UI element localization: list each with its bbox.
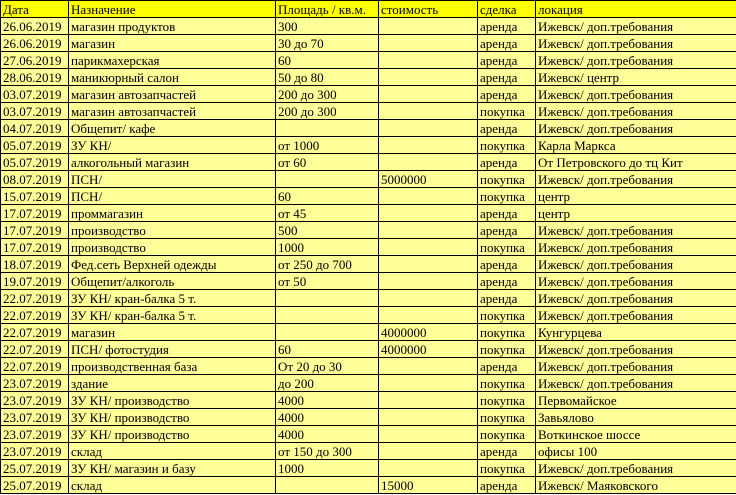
cell-location[interactable]: Завьялово — [536, 409, 736, 426]
cell-price[interactable] — [379, 69, 478, 86]
cell-date[interactable]: 17.07.2019 — [1, 205, 69, 222]
cell-deal[interactable]: покупка — [478, 426, 536, 443]
cell-purpose[interactable]: магазин автозапчастей — [69, 103, 276, 120]
cell-location[interactable]: Ижевск/ доп.требования — [536, 103, 736, 120]
cell-location[interactable]: Ижевск/ центр — [536, 69, 736, 86]
cell-date[interactable]: 26.06.2019 — [1, 35, 69, 52]
cell-area[interactable] — [276, 290, 379, 307]
table-row — [1, 477, 736, 494]
table-row — [1, 222, 736, 239]
cell-location[interactable]: Воткинское шоссе — [536, 426, 736, 443]
cell-purpose[interactable]: ЗУ КН/ — [69, 137, 276, 154]
cell-price[interactable] — [379, 188, 478, 205]
cell-deal[interactable]: аренда — [478, 443, 536, 460]
cell-location[interactable]: От Петровского до тц Кит — [536, 154, 736, 171]
cell-price[interactable] — [379, 18, 478, 35]
cell-deal[interactable]: аренда — [478, 205, 536, 222]
cell-price[interactable] — [379, 460, 478, 477]
cell-price[interactable] — [379, 307, 478, 324]
cell-purpose[interactable]: ПСН/ — [69, 188, 276, 205]
cell-date[interactable]: 27.06.2019 — [1, 52, 69, 69]
cell-date[interactable]: 05.07.2019 — [1, 137, 69, 154]
cell-date[interactable]: 22.07.2019 — [1, 307, 69, 324]
cell-purpose[interactable]: парикмахерская — [69, 52, 276, 69]
header-price[interactable]: стоимость — [379, 1, 478, 18]
cell-area[interactable]: от 50 — [276, 273, 379, 290]
cell-price[interactable] — [379, 358, 478, 375]
cell-date[interactable]: 23.07.2019 — [1, 409, 69, 426]
table-row — [1, 154, 736, 171]
cell-date[interactable]: 23.07.2019 — [1, 443, 69, 460]
table-row — [1, 205, 736, 222]
cell-area[interactable] — [276, 171, 379, 188]
cell-price[interactable] — [379, 103, 478, 120]
cell-deal[interactable]: аренда — [478, 86, 536, 103]
cell-deal[interactable]: аренда — [478, 290, 536, 307]
cell-area[interactable]: 500 — [276, 222, 379, 239]
cell-purpose[interactable]: склад — [69, 443, 276, 460]
cell-location[interactable]: Карла Маркса — [536, 137, 736, 154]
cell-location[interactable]: Ижевск/ доп.требования — [536, 222, 736, 239]
table-row — [1, 239, 736, 256]
cell-date[interactable]: 25.07.2019 — [1, 460, 69, 477]
cell-area[interactable]: 4000 — [276, 409, 379, 426]
cell-location[interactable]: Ижевск/ доп.требования — [536, 273, 736, 290]
cell-price[interactable] — [379, 256, 478, 273]
cell-area[interactable]: 4000 — [276, 392, 379, 409]
cell-location[interactable]: Ижевск/ доп.требования — [536, 52, 736, 69]
table-row — [1, 426, 736, 443]
cell-price[interactable] — [379, 222, 478, 239]
cell-price[interactable] — [379, 52, 478, 69]
cell-date[interactable]: 22.07.2019 — [1, 290, 69, 307]
cell-deal[interactable]: аренда — [478, 273, 536, 290]
cell-price[interactable] — [379, 154, 478, 171]
cell-area[interactable] — [276, 307, 379, 324]
cell-date[interactable]: 26.06.2019 — [1, 18, 69, 35]
cell-location[interactable]: Ижевск/ доп.требования — [536, 358, 736, 375]
cell-date[interactable]: 17.07.2019 — [1, 239, 69, 256]
cell-date[interactable]: 19.07.2019 — [1, 273, 69, 290]
cell-area[interactable]: 60 — [276, 341, 379, 358]
cell-area[interactable]: 50 до 80 — [276, 69, 379, 86]
cell-area[interactable]: 30 до 70 — [276, 35, 379, 52]
table-row — [1, 137, 736, 154]
cell-purpose[interactable]: производственная база — [69, 358, 276, 375]
cell-price[interactable] — [379, 426, 478, 443]
cell-price[interactable] — [379, 35, 478, 52]
table-row — [1, 358, 736, 375]
cell-date[interactable]: 15.07.2019 — [1, 188, 69, 205]
cell-purpose[interactable]: магазин автозапчастей — [69, 86, 276, 103]
cell-area[interactable]: 200 до 300 — [276, 86, 379, 103]
cell-purpose[interactable]: ПСН/ — [69, 171, 276, 188]
cell-area[interactable] — [276, 324, 379, 341]
table-row — [1, 290, 736, 307]
cell-location[interactable]: Ижевск/ доп.требования — [536, 256, 736, 273]
cell-price[interactable] — [379, 86, 478, 103]
cell-deal[interactable]: покупка — [478, 341, 536, 358]
cell-purpose[interactable]: ПСН/ фотостудия — [69, 341, 276, 358]
table-row — [1, 35, 736, 52]
cell-purpose[interactable]: ЗУ КН/ магазин и базу — [69, 460, 276, 477]
table-row — [1, 460, 736, 477]
cell-location[interactable]: офисы 100 — [536, 443, 736, 460]
cell-area[interactable]: от 250 до 700 — [276, 256, 379, 273]
cell-deal[interactable]: аренда — [478, 35, 536, 52]
cell-location[interactable]: Ижевск/ доп.требования — [536, 307, 736, 324]
cell-area[interactable] — [276, 477, 379, 494]
header-row — [1, 1, 736, 18]
table-row — [1, 307, 736, 324]
cell-location[interactable]: центр — [536, 188, 736, 205]
cell-deal[interactable]: покупка — [478, 307, 536, 324]
cell-deal[interactable]: покупка — [478, 171, 536, 188]
table-row — [1, 273, 736, 290]
cell-purpose[interactable]: проммагазин — [69, 205, 276, 222]
cell-location[interactable]: Ижевск/ доп.требования — [536, 375, 736, 392]
cell-price[interactable] — [379, 137, 478, 154]
header-area[interactable]: Площадь / кв.м. — [276, 1, 379, 18]
cell-date[interactable]: 22.07.2019 — [1, 358, 69, 375]
cell-location[interactable]: центр — [536, 205, 736, 222]
table-row — [1, 120, 736, 137]
cell-purpose[interactable]: производство — [69, 222, 276, 239]
cell-location[interactable]: Ижевск/ доп.требования — [536, 18, 736, 35]
table-row — [1, 52, 736, 69]
cell-purpose[interactable]: Общепит/алкоголь — [69, 273, 276, 290]
table-row — [1, 86, 736, 103]
cell-purpose[interactable]: магазин — [69, 35, 276, 52]
table-row — [1, 392, 736, 409]
cell-area[interactable]: 60 — [276, 188, 379, 205]
table-body — [1, 18, 736, 494]
cell-purpose[interactable]: производство — [69, 239, 276, 256]
cell-date[interactable]: 22.07.2019 — [1, 341, 69, 358]
cell-price[interactable] — [379, 120, 478, 137]
cell-area[interactable]: 4000 — [276, 426, 379, 443]
cell-purpose[interactable]: маникюрный салон — [69, 69, 276, 86]
cell-deal[interactable]: аренда — [478, 69, 536, 86]
header-date[interactable]: Дата — [1, 1, 69, 18]
cell-location[interactable]: Ижевск/ доп.требования — [536, 341, 736, 358]
cell-location[interactable]: Ижевск/ доп.требования — [536, 86, 736, 103]
cell-date[interactable]: 23.07.2019 — [1, 392, 69, 409]
cell-purpose[interactable]: Фед.сеть Верхней одежды — [69, 256, 276, 273]
table-row — [1, 443, 736, 460]
table-row — [1, 103, 736, 120]
cell-purpose[interactable]: ЗУ КН/ кран-балка 5 т. — [69, 307, 276, 324]
cell-deal[interactable]: покупка — [478, 324, 536, 341]
cell-price[interactable]: 4000000 — [379, 324, 478, 341]
table-row — [1, 18, 736, 35]
table-row — [1, 256, 736, 273]
cell-price[interactable] — [379, 392, 478, 409]
cell-price[interactable] — [379, 239, 478, 256]
cell-deal[interactable]: аренда — [478, 120, 536, 137]
cell-location[interactable]: Ижевск/ доп.требования — [536, 35, 736, 52]
cell-location[interactable]: Кунгурцева — [536, 324, 736, 341]
cell-purpose[interactable]: ЗУ КН/ производство — [69, 426, 276, 443]
header-deal[interactable]: сделка — [478, 1, 536, 18]
cell-location[interactable]: Ижевск/ доп.требования — [536, 120, 736, 137]
cell-area[interactable]: от 1000 — [276, 137, 379, 154]
cell-purpose[interactable]: здание — [69, 375, 276, 392]
cell-deal[interactable]: покупка — [478, 239, 536, 256]
cell-area[interactable]: 1000 — [276, 460, 379, 477]
table-row — [1, 171, 736, 188]
cell-price[interactable]: 15000 — [379, 477, 478, 494]
cell-deal[interactable]: аренда — [478, 256, 536, 273]
cell-purpose[interactable]: ЗУ КН/ кран-балка 5 т. — [69, 290, 276, 307]
cell-purpose[interactable]: магазин — [69, 324, 276, 341]
cell-deal[interactable]: покупка — [478, 375, 536, 392]
cell-price[interactable] — [379, 375, 478, 392]
table-row — [1, 188, 736, 205]
header-purpose[interactable]: Назначение — [69, 1, 276, 18]
cell-price[interactable]: 5000000 — [379, 171, 478, 188]
table-row — [1, 341, 736, 358]
cell-deal[interactable]: покупка — [478, 392, 536, 409]
cell-location[interactable]: Ижевск/ доп.требования — [536, 290, 736, 307]
cell-date[interactable]: 17.07.2019 — [1, 222, 69, 239]
cell-date[interactable]: 28.06.2019 — [1, 69, 69, 86]
cell-date[interactable]: 04.07.2019 — [1, 120, 69, 137]
cell-date[interactable]: 18.07.2019 — [1, 256, 69, 273]
cell-area[interactable]: 300 — [276, 18, 379, 35]
cell-deal[interactable]: покупка — [478, 188, 536, 205]
cell-location[interactable]: Ижевск/ доп.требования — [536, 460, 736, 477]
cell-deal[interactable]: аренда — [478, 222, 536, 239]
table-header — [1, 1, 736, 18]
cell-area[interactable]: 60 — [276, 52, 379, 69]
table-row — [1, 324, 736, 341]
cell-purpose[interactable]: алкогольный магазин — [69, 154, 276, 171]
cell-price[interactable] — [379, 409, 478, 426]
cell-deal[interactable]: покупка — [478, 409, 536, 426]
cell-date[interactable]: 05.07.2019 — [1, 154, 69, 171]
cell-purpose[interactable]: склад — [69, 477, 276, 494]
cell-area[interactable]: От 20 до 30 — [276, 358, 379, 375]
cell-deal[interactable]: покупка — [478, 460, 536, 477]
cell-date[interactable]: 08.07.2019 — [1, 171, 69, 188]
cell-purpose[interactable]: ЗУ КН/ производство — [69, 392, 276, 409]
cell-deal[interactable]: аренда — [478, 52, 536, 69]
cell-area[interactable] — [276, 120, 379, 137]
cell-date[interactable]: 23.07.2019 — [1, 375, 69, 392]
cell-purpose[interactable]: ЗУ КН/ производство — [69, 409, 276, 426]
cell-price[interactable] — [379, 443, 478, 460]
cell-deal[interactable]: покупка — [478, 103, 536, 120]
cell-deal[interactable]: покупка — [478, 137, 536, 154]
cell-deal[interactable]: аренда — [478, 358, 536, 375]
cell-deal[interactable]: аренда — [478, 477, 536, 494]
cell-area[interactable]: 200 до 300 — [276, 103, 379, 120]
cell-area[interactable]: от 150 до 300 — [276, 443, 379, 460]
cell-date[interactable]: 03.07.2019 — [1, 86, 69, 103]
cell-price[interactable]: 4000000 — [379, 341, 478, 358]
cell-price[interactable] — [379, 290, 478, 307]
cell-location[interactable]: Ижевск/ доп.требования — [536, 171, 736, 188]
header-location[interactable]: локация — [536, 1, 736, 18]
table-row — [1, 375, 736, 392]
cell-area[interactable]: до 200 — [276, 375, 379, 392]
cell-deal[interactable]: аренда — [478, 18, 536, 35]
cell-location[interactable]: Ижевск/ Маяковского — [536, 477, 736, 494]
cell-price[interactable] — [379, 273, 478, 290]
cell-date[interactable]: 25.07.2019 — [1, 477, 69, 494]
cell-date[interactable]: 03.07.2019 — [1, 103, 69, 120]
cell-price[interactable] — [379, 205, 478, 222]
cell-location[interactable]: Первомайское — [536, 392, 736, 409]
cell-date[interactable]: 23.07.2019 — [1, 426, 69, 443]
cell-date[interactable]: 22.07.2019 — [1, 324, 69, 341]
cell-area[interactable]: от 45 — [276, 205, 379, 222]
cell-area[interactable]: от 60 — [276, 154, 379, 171]
cell-purpose[interactable]: магазин продуктов — [69, 18, 276, 35]
cell-area[interactable]: 1000 — [276, 239, 379, 256]
cell-location[interactable]: Ижевск/ доп.требования — [536, 239, 736, 256]
table-row — [1, 409, 736, 426]
cell-purpose[interactable]: Общепит/ кафе — [69, 120, 276, 137]
cell-deal[interactable]: аренда — [478, 154, 536, 171]
table-row — [1, 69, 736, 86]
